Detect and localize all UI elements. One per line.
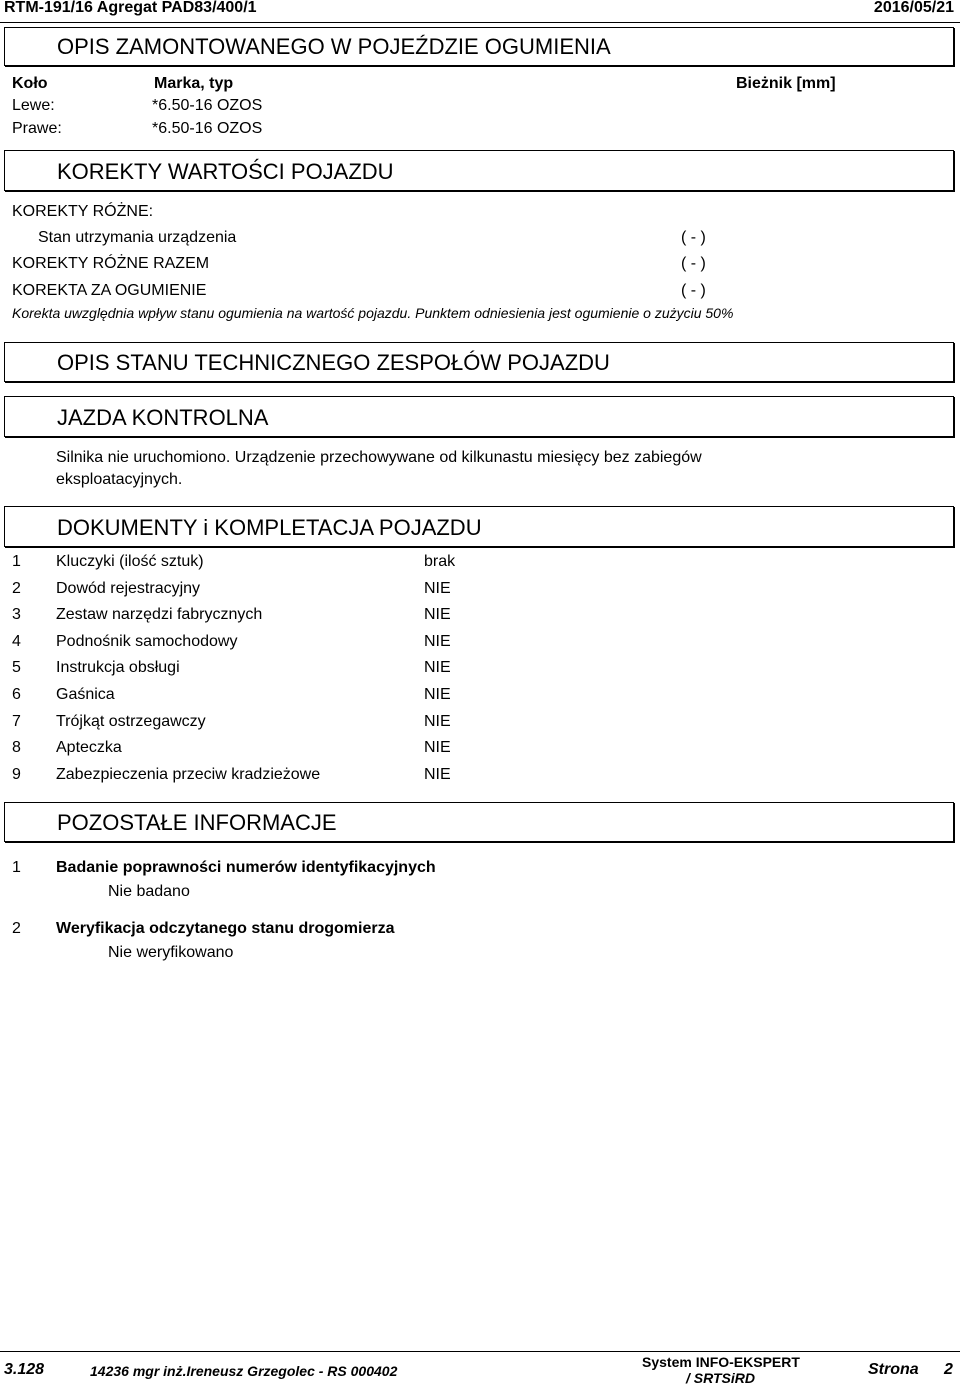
drive-section-title: JAZDA KONTROLNA [57, 405, 269, 430]
footer-page-number: 2 [944, 1361, 953, 1378]
tires-col-wheel: Koło [12, 75, 48, 92]
footer-author: 14236 mgr inż.Ireneusz Grzegolec - RS 000402 [90, 1363, 398, 1379]
document-value: NIE [424, 606, 451, 623]
document-value: NIE [424, 580, 451, 597]
misc-corrections-label: KOREKTY RÓŻNE: [12, 203, 154, 220]
tire-row-right-brand: *6.50-16 OZOS [152, 120, 263, 137]
corrections-section-title: KOREKTY WARTOŚCI POJAZDU [57, 159, 394, 184]
tires-section-title: OPIS ZAMONTOWANEGO W POJEŹDZIE OGUMIENIA [57, 34, 611, 59]
document-number: 7 [12, 713, 21, 730]
document-value: brak [424, 553, 456, 570]
other-section-box [4, 802, 954, 842]
other-item-title: Badanie poprawności numerów identyfikacyjnych [56, 859, 436, 876]
document-name: Apteczka [56, 739, 122, 756]
other-item-number: 1 [12, 859, 21, 876]
document-code: RTM-191/16 Agregat PAD83/400/1 [4, 0, 257, 16]
document-name: Instrukcja obsługi [56, 659, 180, 676]
misc-total-value: ( - ) [681, 255, 706, 272]
other-section-title: POZOSTAŁE INFORMACJE [57, 810, 337, 835]
document-number: 4 [12, 633, 21, 650]
misc-total-label: KOREKTY RÓŻNE RAZEM [12, 255, 210, 272]
document-value: NIE [424, 713, 451, 730]
footer-code: 3.128 [4, 1361, 45, 1378]
document-value: NIE [424, 686, 451, 703]
drive-text-line1: Silnika nie uruchomiono. Urządzenie przechowywane od kilkunastu miesięcy bez zabiegów [56, 449, 702, 466]
docs-section-box [4, 506, 954, 547]
tire-correction-value: ( - ) [681, 282, 706, 299]
tire-row-left-brand: *6.50-16 OZOS [152, 97, 263, 114]
drive-text-line2: eksploatacyjnych. [56, 471, 183, 488]
drive-section-box [4, 396, 954, 437]
tire-row-right-wheel: Prawe: [12, 120, 62, 137]
document-value: NIE [424, 739, 451, 756]
document-name: Gaśnica [56, 686, 115, 703]
tires-section-box [4, 27, 954, 66]
other-item-number: 2 [12, 920, 21, 937]
tech-section-title: OPIS STANU TECHNICZNEGO ZESPOŁÓW POJAZDU [57, 350, 610, 375]
tires-col-brand: Marka, typ [154, 75, 234, 92]
footer-system-line1: System INFO-EKSPERT [642, 1354, 800, 1370]
other-item-value: Nie badano [108, 883, 190, 900]
document-number: 9 [12, 766, 21, 783]
document-number: 5 [12, 659, 21, 676]
tire-row-left-wheel: Lewe: [12, 97, 55, 114]
tires-col-tread: Bieżnik [mm] [736, 75, 836, 92]
tire-correction-label: KOREKTA ZA OGUMIENIE [12, 282, 207, 299]
document-number: 1 [12, 553, 21, 570]
maintenance-label: Stan utrzymania urządzenia [38, 229, 237, 246]
document-name: Zestaw narzędzi fabrycznych [56, 606, 263, 623]
tech-section-box [4, 342, 954, 382]
tire-correction-note: Korekta uwzględnia wpływ stanu ogumienia na wartość pojazdu. Punktem odniesienia jest ogumienie o zużyciu 50% [12, 305, 734, 321]
document-name: Kluczyki (ilość sztuk) [56, 553, 204, 570]
document-value: NIE [424, 766, 451, 783]
corrections-section-box [4, 150, 954, 191]
header-rule [0, 22, 960, 23]
document-number: 8 [12, 739, 21, 756]
document-name: Dowód rejestracyjny [56, 580, 201, 597]
document-number: 3 [12, 606, 21, 623]
docs-section-title: DOKUMENTY i KOMPLETACJA POJAZDU [57, 515, 482, 540]
document-date: 2016/05/21 [873, 0, 954, 16]
document-name: Trójkąt ostrzegawczy [56, 713, 206, 730]
document-name: Podnośnik samochodowy [56, 633, 238, 650]
footer-system-line2: / SRTSiRD [686, 1370, 755, 1386]
other-item-title: Weryfikacja odczytanego stanu drogomierza [56, 920, 395, 937]
maintenance-value: ( - ) [681, 229, 706, 246]
document-number: 6 [12, 686, 21, 703]
document-value: NIE [424, 633, 451, 650]
other-item-value: Nie weryfikowano [108, 944, 234, 961]
document-value: NIE [424, 659, 451, 676]
document-name: Zabezpieczenia przeciw kradzieżowe [56, 766, 321, 783]
footer-page-label: Strona [868, 1361, 919, 1378]
document-number: 2 [12, 580, 21, 597]
footer-rule [0, 1351, 960, 1352]
